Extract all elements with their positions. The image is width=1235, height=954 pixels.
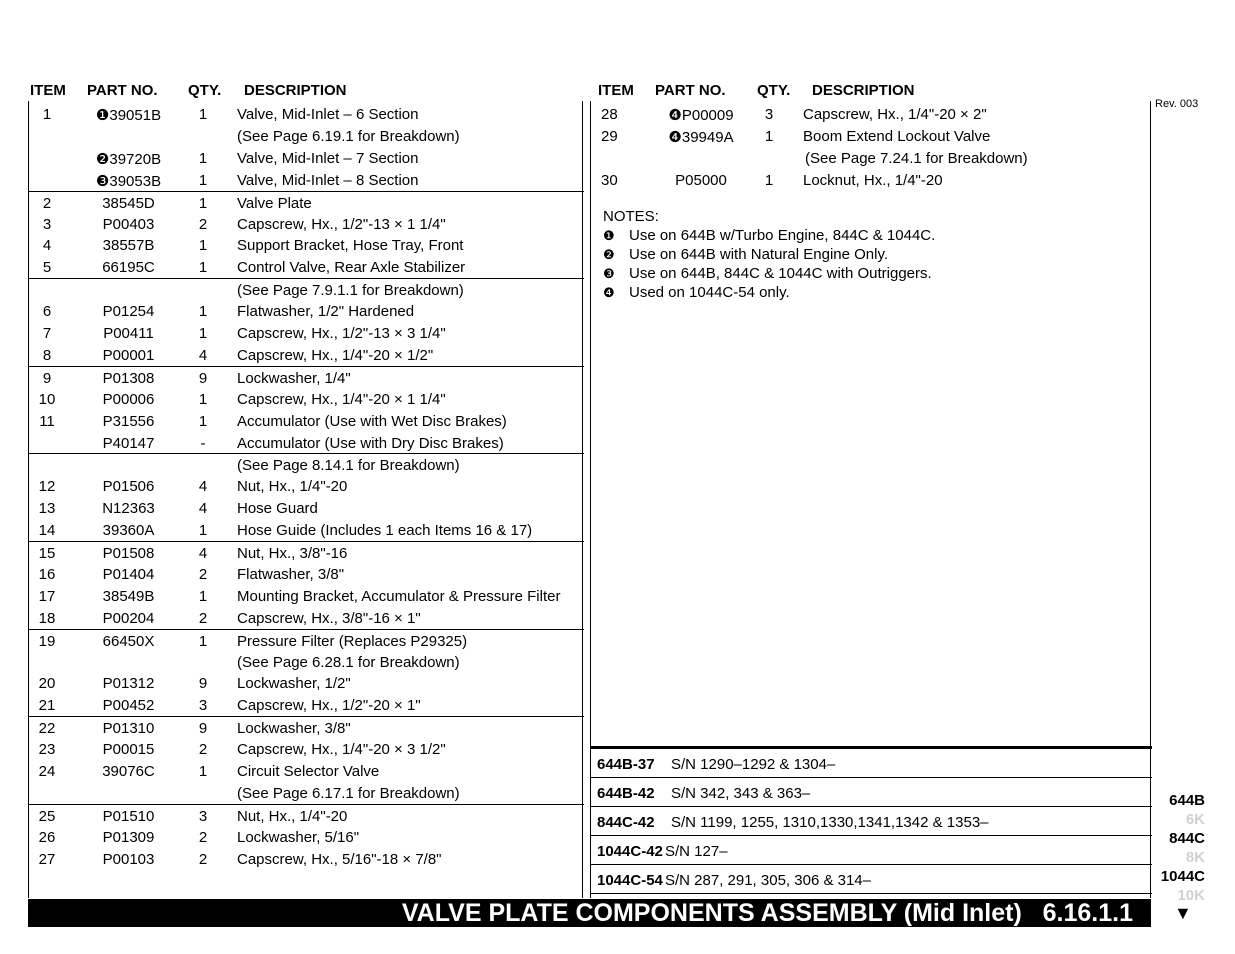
cell-desc: Capscrew, Hx., 5/16"-18 × 7/8"	[237, 850, 442, 868]
cell-part: ❹39949A	[668, 129, 734, 146]
cell-qty: 4	[198, 346, 208, 364]
cell-qty: 9	[198, 369, 208, 387]
note-text: Used on 1044C-54 only.	[629, 284, 790, 301]
cell-item: 10	[38, 390, 56, 408]
cell-part: P01309	[102, 828, 155, 846]
parts-list-right	[590, 101, 1151, 898]
table-row	[591, 103, 1152, 125]
cell-desc: Pressure Filter (Replaces P29325)	[237, 632, 468, 650]
model-index-item[interactable]: 644B	[1169, 792, 1205, 809]
table-row	[29, 760, 584, 782]
cell-part: P00103	[102, 850, 155, 868]
cell-qty: 2	[198, 609, 208, 627]
cell-qty: 1	[764, 128, 774, 145]
cell-item: 24	[38, 763, 56, 780]
cell-item: 25	[38, 807, 56, 825]
cell-qty: 3	[198, 807, 208, 825]
cell-part: ❹P00009	[668, 107, 734, 124]
table-row	[29, 191, 584, 214]
cell-qty: 1	[198, 522, 208, 540]
table-row	[29, 738, 584, 760]
cell-qty: 3	[764, 106, 774, 123]
cell-desc: Lockwasher, 3/8"	[237, 720, 351, 738]
cell-item: 11	[39, 412, 55, 430]
cell-item: 19	[38, 632, 56, 650]
table-row	[29, 475, 584, 497]
table-row	[29, 541, 584, 564]
table-row	[29, 322, 584, 344]
cell-item: 22	[38, 720, 56, 738]
cell-desc: (See Page 6.28.1 for Breakdown)	[237, 653, 460, 671]
cell-item: 6	[42, 303, 52, 321]
cell-desc: Valve, Mid-Inlet – 7 Section	[237, 149, 419, 167]
cell-qty: 2	[198, 215, 208, 233]
note-item	[603, 226, 935, 245]
cell-desc: Control Valve, Rear Axle Stabilizer	[237, 259, 466, 277]
cell-item: 18	[38, 609, 56, 627]
cell-desc: (See Page 6.17.1 for Breakdown)	[237, 784, 460, 802]
table-row	[29, 826, 584, 848]
cell-part: ❶39051B	[95, 107, 162, 124]
table-row	[29, 519, 584, 541]
cell-desc: Lockwasher, 1/2"	[237, 675, 351, 693]
serial-row	[591, 778, 1152, 807]
cell-desc: Boom Extend Lockout Valve	[803, 128, 991, 145]
cell-part: ❷39720B	[95, 150, 162, 168]
cell-part: P00006	[102, 390, 155, 408]
serial-model: 1044C-54	[597, 872, 663, 889]
down-arrow-icon[interactable]: ▼	[1174, 903, 1192, 923]
table-row	[29, 782, 584, 804]
serial-model: 844C-42	[597, 814, 655, 831]
cell-part: P01312	[102, 675, 155, 693]
serial-range: S/N 342, 343 & 363–	[671, 785, 811, 802]
cell-qty: 3	[198, 697, 208, 715]
cell-qty: 1	[198, 390, 208, 408]
cell-desc: Accumulator (Use with Wet Disc Brakes)	[237, 412, 507, 430]
table-row	[29, 716, 584, 739]
cell-item: 27	[38, 850, 56, 868]
cell-part: P01404	[102, 565, 155, 583]
table-row	[29, 410, 584, 432]
table-row	[29, 694, 584, 716]
cell-part: P01510	[102, 807, 155, 825]
cell-part: P01254	[102, 303, 155, 321]
cell-desc: Valve, Mid-Inlet – 8 Section	[237, 171, 419, 189]
cell-part: N12363	[102, 500, 155, 518]
header-part-no-right: PART NO.	[655, 82, 726, 99]
cell-part: P01506	[102, 478, 155, 496]
serial-model: 1044C-42	[597, 843, 663, 860]
cell-item: 3	[42, 215, 52, 233]
cell-qty: 1	[198, 106, 208, 123]
table-row	[29, 256, 584, 278]
cell-qty: 4	[198, 545, 208, 562]
model-index-item[interactable]: 1044C	[1160, 868, 1205, 885]
cell-qty: 2	[198, 850, 208, 868]
cell-part: P31556	[102, 412, 155, 430]
cell-part: P00001	[102, 346, 155, 364]
serial-row	[591, 807, 1152, 836]
table-row	[29, 234, 584, 256]
cell-item: 4	[42, 237, 52, 255]
note-number: ❶	[603, 228, 615, 243]
table-row	[591, 125, 1152, 147]
cell-qty: 1	[198, 325, 208, 342]
cell-qty: 1	[198, 763, 208, 780]
cell-desc: Lockwasher, 5/16"	[237, 828, 360, 846]
page-title: VALVE PLATE COMPONENTS ASSEMBLY (Mid Inlet) 6.16.1.1	[401, 899, 1133, 927]
cell-qty: 9	[198, 675, 208, 693]
note-item	[603, 283, 935, 302]
note-item	[603, 245, 935, 264]
cell-item: 26	[38, 828, 56, 846]
serial-number-table	[591, 746, 1152, 894]
table-row	[29, 585, 584, 607]
revision-label: Rev. 003	[1155, 98, 1199, 110]
cell-item: 9	[42, 369, 52, 387]
cell-item: 29	[601, 128, 618, 145]
table-row	[29, 344, 584, 366]
cell-item: 1	[42, 106, 52, 123]
cell-part: P01508	[102, 545, 155, 562]
cell-item: 14	[38, 522, 56, 540]
table-row	[29, 169, 584, 191]
note-number: ❷	[603, 247, 615, 262]
cell-desc: Circuit Selector Valve	[237, 763, 380, 780]
cell-desc: Mounting Bracket, Accumulator & Pressure Filter	[237, 587, 561, 605]
cell-desc: Locknut, Hx., 1/4"-20	[803, 172, 943, 189]
cell-qty: 1	[198, 237, 208, 255]
serial-range: S/N 127–	[665, 843, 728, 860]
serial-row	[591, 865, 1152, 894]
cell-part: P00411	[103, 325, 154, 342]
cell-part: P40147	[102, 434, 155, 452]
cell-desc: Capscrew, Hx., 1/4"-20 × 3 1/2"	[237, 741, 446, 759]
cell-desc: (See Page 7.24.1 for Breakdown)	[805, 150, 1028, 167]
cell-qty: 2	[198, 741, 208, 759]
cell-desc: (See Page 7.9.1.1 for Breakdown)	[237, 282, 464, 300]
header-part-no: PART NO.	[87, 82, 158, 99]
table-row	[591, 147, 1152, 169]
cell-part: 38545D	[102, 194, 155, 212]
cell-part: P01310	[102, 720, 155, 738]
cell-item: 8	[42, 346, 52, 364]
cell-desc: Accumulator (Use with Dry Disc Brakes)	[237, 434, 504, 452]
cell-qty: 1	[198, 194, 208, 212]
cell-desc: (See Page 6.19.1 for Breakdown)	[237, 127, 460, 145]
table-row	[29, 432, 584, 454]
cell-part: 38549B	[102, 587, 155, 605]
table-row	[29, 125, 584, 147]
cell-qty: 1	[198, 303, 208, 321]
note-item	[603, 264, 935, 283]
cell-part: P00452	[102, 697, 155, 715]
cell-item: 2	[42, 194, 52, 212]
cell-item: 5	[42, 259, 52, 277]
cell-part: 39076C	[102, 763, 155, 780]
note-text: Use on 644B with Natural Engine Only.	[629, 246, 889, 263]
cell-part: P05000	[675, 172, 727, 189]
table-row	[29, 103, 584, 125]
cell-item: 17	[38, 587, 56, 605]
cell-part: 38557B	[102, 237, 155, 255]
serial-range: S/N 1199, 1255, 1310,1330,1341,1342 & 1353–	[671, 814, 989, 831]
cell-qty: 4	[198, 500, 208, 518]
cell-desc: Valve Plate	[237, 194, 312, 212]
cell-item: 7	[42, 325, 52, 342]
cell-qty: 1	[198, 171, 208, 189]
table-row	[29, 672, 584, 694]
cell-part: 39360A	[102, 522, 155, 540]
cell-desc: Capscrew, Hx., 1/2"-13 × 3 1/4"	[237, 325, 446, 342]
cell-desc: Capscrew, Hx., 1/4"-20 × 2"	[803, 106, 987, 123]
note-text: Use on 644B w/Turbo Engine, 844C & 1044C.	[629, 227, 936, 244]
cell-part: P00015	[102, 741, 155, 759]
cell-part: P00204	[102, 609, 155, 627]
cell-desc: Nut, Hx., 1/4"-20	[237, 807, 348, 825]
header-qty: QTY.	[188, 82, 222, 99]
cell-part: 66450X	[102, 632, 155, 650]
table-row	[29, 651, 584, 673]
header-item-right: ITEM	[598, 82, 634, 99]
cell-item: 15	[38, 545, 56, 562]
table-row	[29, 804, 584, 827]
cell-qty: 1	[198, 632, 208, 650]
model-index-item[interactable]: 8K	[1185, 849, 1205, 866]
cell-desc: Valve, Mid-Inlet – 6 Section	[237, 106, 419, 123]
table-row	[29, 366, 584, 389]
table-row	[29, 848, 584, 870]
header-description-right: DESCRIPTION	[812, 82, 915, 99]
serial-model: 644B-37	[597, 756, 655, 773]
cell-desc: Hose Guard	[237, 500, 318, 518]
cell-desc: Flatwasher, 1/2" Hardened	[237, 303, 415, 321]
cell-part: P01308	[102, 369, 155, 387]
table-row	[591, 169, 1152, 191]
cell-qty: 1	[198, 412, 208, 430]
table-row	[29, 388, 584, 410]
notes-heading: NOTES:	[603, 208, 659, 225]
cell-qty: 1	[764, 172, 774, 189]
table-row	[29, 278, 584, 301]
cell-desc: Nut, Hx., 3/8"-16	[237, 545, 348, 562]
cell-qty: 1	[198, 587, 208, 605]
table-row	[29, 629, 584, 652]
title-bar	[28, 899, 1151, 927]
serial-range: S/N 1290–1292 & 1304–	[671, 756, 836, 773]
table-row	[29, 563, 584, 585]
model-index-item[interactable]: 6K	[1185, 811, 1205, 828]
cell-part: P00403	[102, 215, 155, 233]
cell-desc: Flatwasher, 3/8"	[237, 565, 345, 583]
header-qty-right: QTY.	[757, 82, 791, 99]
serial-row	[591, 836, 1152, 865]
cell-desc: (See Page 8.14.1 for Breakdown)	[237, 457, 460, 475]
table-row	[29, 213, 584, 235]
serial-row	[591, 749, 1152, 778]
cell-desc: Lockwasher, 1/4"	[237, 369, 351, 387]
model-index-item[interactable]: 844C	[1169, 830, 1205, 847]
header-description: DESCRIPTION	[244, 82, 347, 99]
header-item: ITEM	[30, 82, 66, 99]
cell-qty: -	[200, 434, 206, 452]
cell-qty: 9	[198, 720, 208, 738]
table-row	[29, 300, 584, 322]
cell-item: 16	[38, 565, 56, 583]
serial-model: 644B-42	[597, 785, 655, 802]
note-number: ❸	[603, 266, 615, 281]
cell-desc: Capscrew, Hx., 1/2"-20 × 1"	[237, 697, 421, 715]
cell-item: 21	[38, 697, 56, 715]
cell-desc: Capscrew, Hx., 1/2"-13 × 1 1/4"	[237, 215, 446, 233]
cell-item: 20	[38, 675, 56, 693]
cell-qty: 2	[198, 828, 208, 846]
cell-desc: Capscrew, Hx., 1/4"-20 × 1/2"	[237, 346, 434, 364]
cell-part: ❸39053B	[95, 172, 162, 190]
cell-desc: Capscrew, Hx., 1/4"-20 × 1 1/4"	[237, 390, 446, 408]
cell-desc: Hose Guide (Includes 1 each Items 16 & 17)	[237, 522, 533, 540]
model-index-item[interactable]: 10K	[1177, 887, 1205, 904]
cell-item: 12	[38, 478, 56, 496]
cell-qty: 1	[198, 259, 208, 277]
cell-desc: Nut, Hx., 1/4"-20	[237, 478, 348, 496]
serial-range: S/N 287, 291, 305, 306 & 314–	[665, 872, 871, 889]
cell-qty: 2	[198, 565, 208, 583]
cell-item: 23	[38, 741, 56, 759]
cell-item: 13	[38, 500, 56, 518]
table-row	[29, 453, 584, 476]
note-number: ❹	[603, 285, 615, 300]
cell-item: 30	[601, 172, 618, 189]
cell-part: 66195C	[102, 259, 155, 277]
cell-item: 28	[601, 106, 618, 123]
notes-section	[603, 207, 935, 302]
cell-desc: Support Bracket, Hose Tray, Front	[237, 237, 464, 255]
note-text: Use on 644B, 844C & 1044C with Outriggers.	[629, 265, 932, 282]
parts-list-left	[28, 101, 583, 898]
table-row	[29, 147, 584, 169]
cell-qty: 4	[198, 478, 208, 496]
table-row	[29, 497, 584, 519]
cell-desc: Capscrew, Hx., 3/8"-16 × 1"	[237, 609, 421, 627]
table-row	[29, 607, 584, 629]
cell-qty: 1	[198, 149, 208, 167]
